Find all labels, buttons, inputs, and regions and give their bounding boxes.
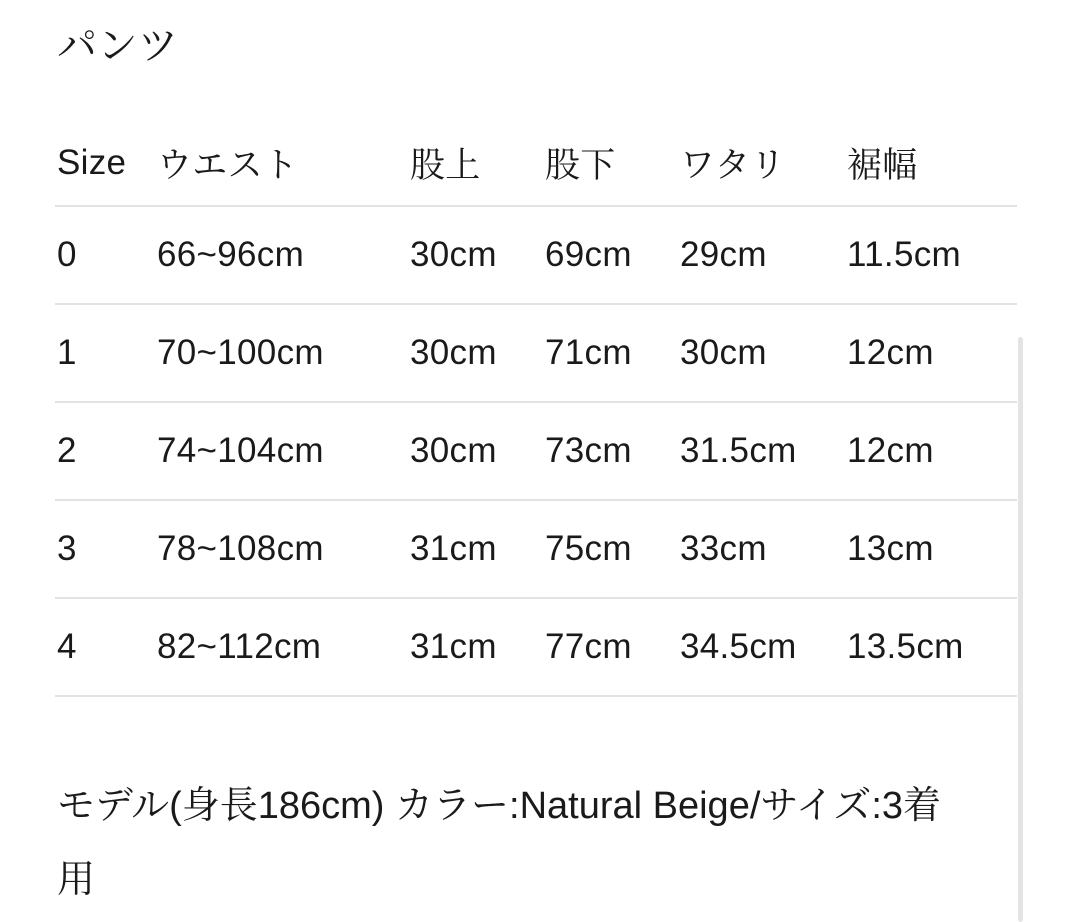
cell-inseam: 71cm bbox=[543, 304, 678, 402]
model-caption bbox=[57, 769, 1080, 917]
page-title: パンツ bbox=[57, 24, 179, 68]
cell-hem: 13cm bbox=[845, 500, 1017, 598]
column-header-inseam: 股下 bbox=[543, 120, 678, 206]
cell-hem: 12cm bbox=[845, 304, 1017, 402]
column-header-rise: 股上 bbox=[408, 120, 543, 206]
cell-waist: 74~104cm bbox=[155, 402, 408, 500]
cell-rise: 30cm bbox=[408, 304, 543, 402]
cell-thigh: 30cm bbox=[678, 304, 845, 402]
cell-inseam: 77cm bbox=[543, 598, 678, 696]
table-row bbox=[55, 304, 1017, 402]
model-caption-line1: モデル(身長186cm) カラー:Natural Beige/サイズ:3着 bbox=[57, 785, 942, 827]
size-table bbox=[55, 120, 1017, 697]
table-row bbox=[55, 500, 1017, 598]
cell-size: 4 bbox=[55, 598, 155, 696]
cell-waist: 82~112cm bbox=[155, 598, 408, 696]
cell-hem: 12cm bbox=[845, 402, 1017, 500]
table-row bbox=[55, 402, 1017, 500]
cell-inseam: 75cm bbox=[543, 500, 678, 598]
table-row bbox=[55, 598, 1017, 696]
column-header-hem: 裾幅 bbox=[845, 120, 1017, 206]
column-header-thigh: ワタリ bbox=[678, 120, 845, 206]
vertical-scrollbar-thumb[interactable] bbox=[1018, 337, 1023, 922]
column-header-waist: ウエスト bbox=[155, 120, 408, 206]
cell-waist: 66~96cm bbox=[155, 206, 408, 304]
cell-size: 3 bbox=[55, 500, 155, 598]
cell-hem: 13.5cm bbox=[845, 598, 1017, 696]
cell-inseam: 73cm bbox=[543, 402, 678, 500]
cell-rise: 30cm bbox=[408, 402, 543, 500]
cell-rise: 31cm bbox=[408, 500, 543, 598]
table-row bbox=[55, 206, 1017, 304]
cell-rise: 31cm bbox=[408, 598, 543, 696]
cell-waist: 78~108cm bbox=[155, 500, 408, 598]
cell-rise: 30cm bbox=[408, 206, 543, 304]
model-caption-line2: 用 bbox=[57, 859, 96, 901]
table-header-row bbox=[55, 120, 1017, 206]
column-header-size: Size bbox=[55, 120, 155, 206]
cell-hem: 11.5cm bbox=[845, 206, 1017, 304]
cell-thigh: 29cm bbox=[678, 206, 845, 304]
cell-size: 0 bbox=[55, 206, 155, 304]
cell-thigh: 33cm bbox=[678, 500, 845, 598]
cell-thigh: 34.5cm bbox=[678, 598, 845, 696]
cell-inseam: 69cm bbox=[543, 206, 678, 304]
cell-thigh: 31.5cm bbox=[678, 402, 845, 500]
cell-waist: 70~100cm bbox=[155, 304, 408, 402]
cell-size: 1 bbox=[55, 304, 155, 402]
cell-size: 2 bbox=[55, 402, 155, 500]
